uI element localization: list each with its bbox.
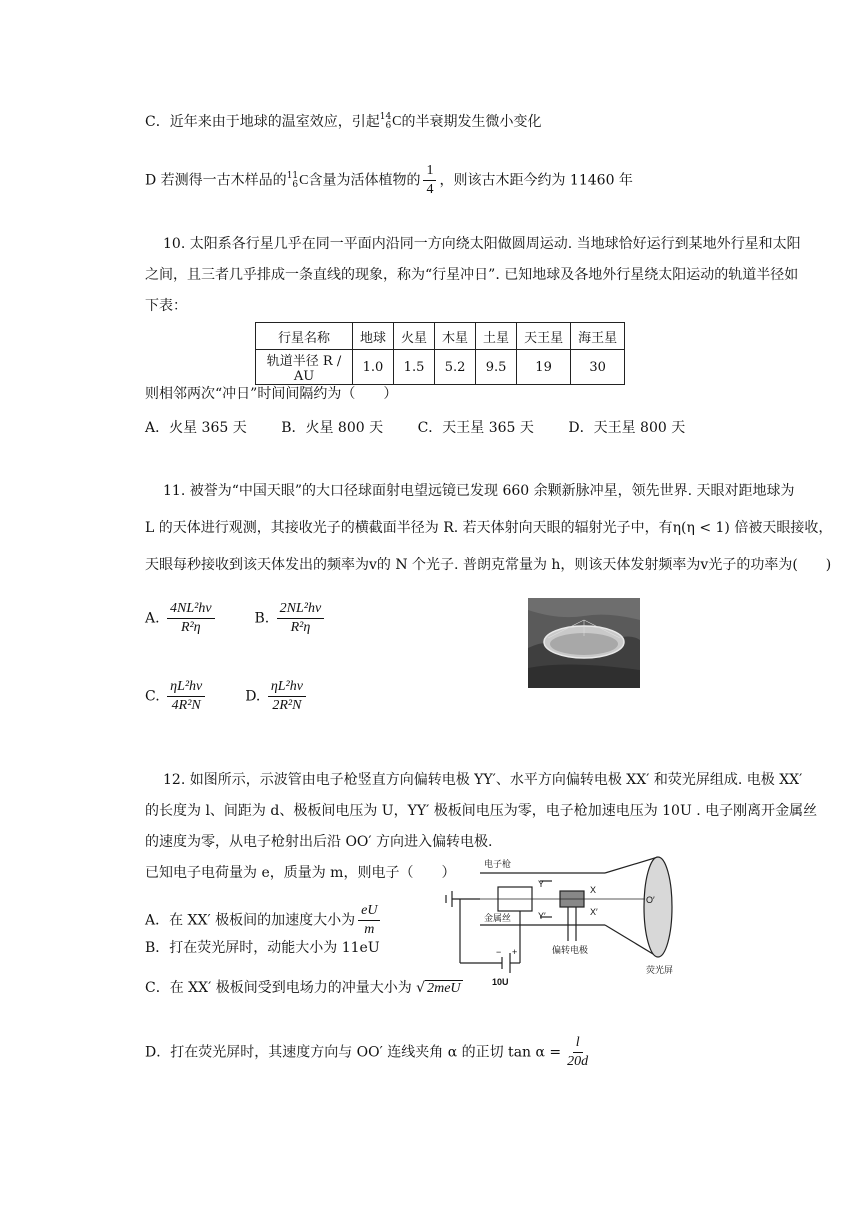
table-cell: 9.5: [476, 350, 517, 385]
q11-options-cd: [145, 678, 309, 715]
table-cell: 海王星: [571, 323, 625, 350]
planet-orbit-table: [255, 322, 625, 385]
q12-option-d-fraction: $\frac{l}{20d}$: [567, 1035, 589, 1069]
table-cell: 地球: [353, 323, 394, 350]
q10-question: 则相邻两次“冲日”时间间隔约为（ ）: [145, 386, 398, 402]
q10-option-c: C．天王星 365 天: [417, 420, 534, 436]
table-header-cell: 轨道半径 R / AU: [256, 350, 353, 385]
label-deflection-electrode: 偏转电极: [552, 945, 589, 955]
q10-options: [145, 418, 685, 438]
oscilloscope-tube-diagram: [440, 845, 690, 990]
q9-option-c-text: C．近年来由于地球的温室效应，引起: [145, 114, 380, 130]
label-x-prime: X′: [590, 907, 598, 917]
table-cell: 火星: [394, 323, 435, 350]
sqrt-expression: 2meU: [427, 981, 461, 996]
table-cell: 5.2: [435, 350, 476, 385]
q11-option-b-fraction: $\frac{\text{2NL²hv}}{\text{R²η}}$: [277, 600, 325, 637]
q12-stem-line2: 的长度为 l、间距为 d、极板间电压为 U，YY′ 极板间电压为零，电子枪加速电压为 10U . 电子刚离开金属丝: [145, 803, 818, 819]
carbon14-nuclide: 14 6 C: [379, 112, 402, 131]
q11-option-d-label: D.: [245, 688, 261, 705]
label-voltage: 10U: [492, 977, 509, 987]
q10-stem-line3: 下表：: [145, 298, 187, 314]
label-x: X: [590, 885, 597, 895]
q12-option-a-fraction: $\frac{eU}{m}$: [358, 902, 380, 939]
table-cell: 木星: [435, 323, 476, 350]
table-cell: 天王星: [517, 323, 571, 350]
q12-option-d: D．打在荧光屏时，其速度方向与 OO′ 连线夹角 α 的正切 tan α = $\frac{l}{20d}$: [145, 1034, 594, 1071]
table-header-cell: 行星名称: [256, 323, 353, 350]
q11-options-ab: [145, 600, 327, 637]
carbon11-nuclide: 11 6 C: [286, 170, 309, 190]
label-electron-gun: 电子枪: [484, 859, 512, 869]
label-minus: −: [496, 947, 502, 957]
q12-stem-line4: 已知电子电荷量为 e，质量为 m，则电子（ ）: [145, 865, 456, 881]
q11-option-a-fraction: $\frac{\text{4NL²hv}}{\text{R²η}}$: [167, 600, 215, 637]
q10-option-b: B．火星 800 天: [281, 420, 384, 436]
q12-option-a: A．在 XX′ 极板间的加速度大小为 $\frac{eU}{m}$: [145, 902, 383, 939]
label-screen: 荧光屏: [646, 965, 674, 975]
q12-stem-line1: 12. 如图所示，示波管由电子枪竖直方向偏转电极 YY′、水平方向偏转电极 XX′ 和荧光屏组成. 电极 XX′: [163, 772, 803, 788]
q11-stem-line2: L 的天体进行观测，其接收光子的横截面半径为 R. 若天体射向天眼的辐射光子中，有η(η < 1) 倍被天眼接收，: [145, 520, 833, 536]
q11-option-d-fraction: $\frac{\text{ηL²hv}}{\text{2R²N}}$: [268, 678, 306, 715]
q11-option-a-label: A.: [145, 610, 160, 627]
telescope-photo: [528, 598, 640, 688]
label-o-prime: O′: [646, 895, 655, 905]
table-cell: 30: [571, 350, 625, 385]
q11-option-c-label: C.: [145, 688, 160, 705]
q10-option-d: D．天王星 800 天: [568, 420, 686, 436]
table-cell: 1.0: [353, 350, 394, 385]
table-cell: 1.5: [394, 350, 435, 385]
table-row: [256, 323, 625, 350]
label-plus: +: [512, 947, 518, 957]
q11-stem-line1: 11. 被誉为“中国天眼”的大口径球面射电望远镜已发现 660 余颗新脉冲星，领先世界. 天眼对距地球为: [163, 483, 795, 499]
q10-option-a: A．火星 365 天: [145, 420, 247, 436]
table-row: [256, 350, 625, 385]
q11-stem-line3: 天眼每秒接收到该天体发出的频率为v的 N 个光子. 普朗克常量为 h，则该天体发射频率为v光子的功率为( ): [145, 557, 832, 573]
table-cell: 土星: [476, 323, 517, 350]
table-cell: 19: [517, 350, 571, 385]
label-y-prime: Y′: [538, 911, 546, 921]
q9-option-d: D 若测得一古木样品的 11 6 C 含量为活体植物的 $\frac{1}{4}$ ，则该古木距今约为 11460 年: [145, 163, 633, 197]
q10-stem-line2: 之间，且三者几乎排成一条直线的现象，称为“行星冲日”. 已知地球及各地外行星绕太阳运动的轨道半径如: [145, 267, 799, 283]
q12-stem-line3: 的速度为零，从电子枪射出后沿 OO′ 方向进入偏转电极.: [145, 834, 493, 850]
q12-option-b: B．打在荧光屏时，动能大小为 11eU: [145, 940, 380, 956]
q12-option-c: C．在 XX′ 极板间受到电场力的冲量大小为 √ 2meU: [145, 980, 461, 996]
q10-stem-line1: 10. 太阳系各行星几乎在同一平面内沿同一方向绕太阳做圆周运动. 当地球恰好运行到某地外行星和太阳: [163, 236, 801, 252]
label-filament: 金属丝: [484, 913, 512, 923]
q11-option-c-fraction: $\frac{\text{ηL²hv}}{\text{4R²N}}$: [167, 678, 205, 715]
q11-option-b-label: B.: [254, 610, 270, 627]
label-y: Y: [538, 879, 545, 889]
q9-option-c: C．近年来由于地球的温室效应，引起 14 6 C 的半衰期发生微小变化: [145, 112, 542, 131]
quarter-fraction: $\frac{1}{4}$: [423, 162, 436, 199]
